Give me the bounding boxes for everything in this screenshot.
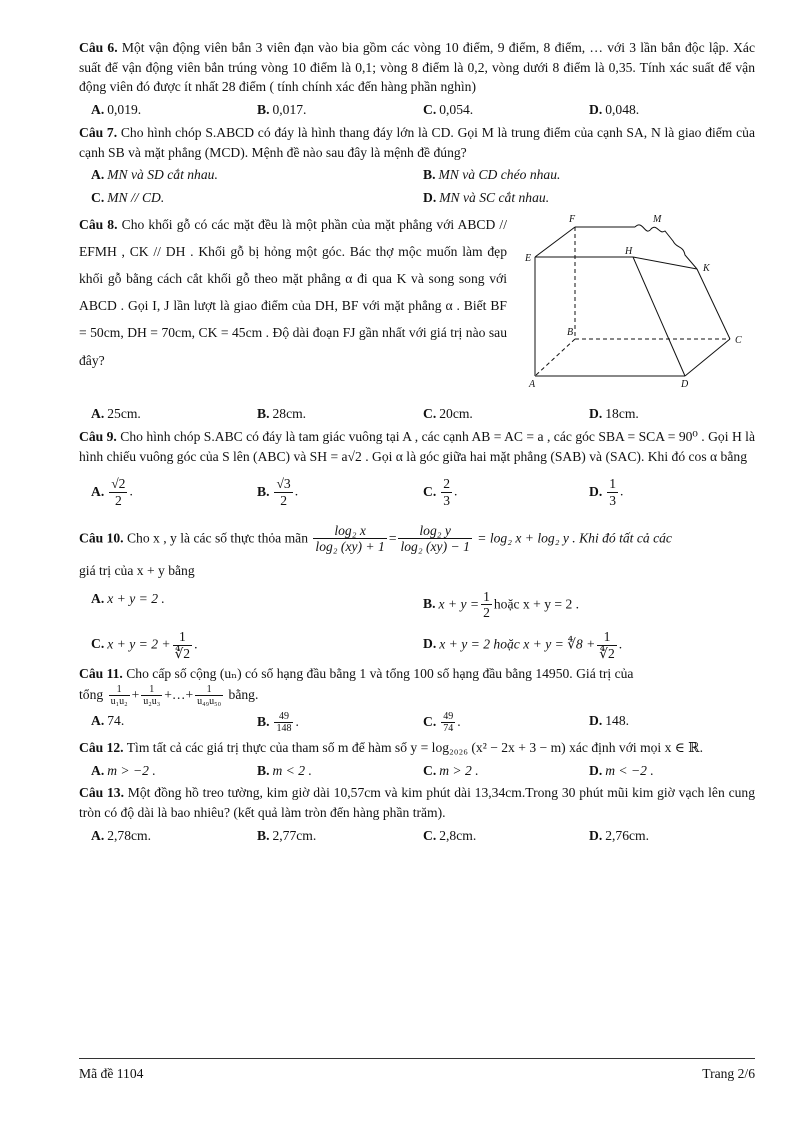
label-f: F xyxy=(569,213,576,225)
question-label: Câu 12. xyxy=(79,739,124,755)
question-13 xyxy=(79,783,755,822)
option-d[interactable]: D. x + y = 2 hoặc x + y = ∜8 + $\frac{1}{∜2}$ . xyxy=(423,628,623,661)
label-c: C xyxy=(735,334,742,346)
option-d[interactable]: D. $\frac{1}{3}$ . xyxy=(589,476,624,509)
question-label: Câu 7. xyxy=(79,124,118,140)
option-a[interactable]: A. $\frac{√2}{2}$ . xyxy=(91,476,133,509)
wood-block-diagram xyxy=(515,211,755,396)
label-d: D xyxy=(681,378,689,390)
page-number: Trang 2/6 xyxy=(702,1066,755,1081)
option-c[interactable]: C. 2,8cm. xyxy=(423,827,477,843)
question-label: Câu 11. xyxy=(79,666,123,682)
question-text: Một vận động viên bắn 3 viên đạn vào bia gồm các vòng 10 điểm, 9 điểm, 8 điểm, … với 3 lần bắn độc lập. Xác suất để vận động viên bắn trúng vòng 10 điểm là 0,1; vòng 8 điểm là 0,2, vòng dưới 8 điểm là 0,35. Tính xác suất để vận động viên đó được ít nhất 28 điểm ( tính chính xác đến hàng phần nghìn) xyxy=(79,40,755,95)
question-11 xyxy=(79,664,755,684)
answer-options xyxy=(91,629,755,661)
question-label: Câu 8. xyxy=(79,216,118,232)
answer-options xyxy=(91,826,755,846)
option-a[interactable]: A. 2,78cm. xyxy=(91,827,152,843)
option-c[interactable]: C. x + y = 2 + $\frac{1}{∜2}$ . xyxy=(91,628,198,661)
label-b: B xyxy=(567,326,574,338)
answer-options xyxy=(91,589,755,621)
page-footer xyxy=(79,1058,755,1084)
option-d[interactable]: D. 0,048. xyxy=(589,102,640,118)
option-d[interactable]: D. 2,76cm. xyxy=(589,827,650,843)
option-b[interactable]: B. 2,77cm. xyxy=(257,827,317,843)
exam-code: Mã đề 1104 xyxy=(79,1066,144,1081)
option-a[interactable]: A. 74. xyxy=(91,712,125,728)
question-8 xyxy=(79,211,755,402)
label-h: H xyxy=(625,245,633,257)
option-d[interactable]: D. m < −2 . xyxy=(589,762,654,778)
question-10: Câu 10. Cho x , y là các số thực thỏa mãn $\frac{\text{log₂ x}}{\text{log₂ (xy) + 1}}$ = $\frac{\text{log₂ y}}{\text{log₂ (xy) − 1}}$ = log₂ x + log₂ y . Khi đó tất cả các xyxy=(79,522,672,555)
question-text: Cho cấp số cộng (uₙ) có số hạng đầu bằng 1 và tổng 100 số hạng đầu bằng 14950. Giá trị của xyxy=(126,666,634,682)
option-a[interactable]: A. 25cm. xyxy=(91,406,141,422)
label-k: K xyxy=(703,262,710,274)
question-9 xyxy=(79,427,755,466)
question-6 xyxy=(79,38,755,97)
option-d[interactable]: D. 18cm. xyxy=(589,406,639,422)
option-c[interactable]: C. 0,054. xyxy=(423,102,474,118)
option-a[interactable]: A. MN và SD cắt nhau. xyxy=(91,167,218,183)
exam-page xyxy=(79,38,755,848)
option-a[interactable]: A. x + y = 2 . xyxy=(91,590,165,606)
question-label: Câu 13. xyxy=(79,785,124,801)
question-7 xyxy=(79,123,755,162)
wood-block-figure xyxy=(515,211,755,402)
label-m: M xyxy=(653,213,662,225)
fraction: $\frac{\text{log₂ x}}{\text{log₂ (xy) + 1}}$ xyxy=(315,522,385,555)
question-text: Một đồng hồ treo tường, kim giờ dài 10,57cm và kim phút dài 13,34cm.Trong 30 phút mũi kim giờ vạch lên cung tròn có độ dài là bao nhiêu? (kết quả làm tròn đến hàng phần trăm). xyxy=(79,785,755,820)
question-text: Cho hình chóp S.ABCD có đáy là hình thang đáy lớn là CD. Gọi M là trung điểm của cạnh SA, N là giao điểm của cạnh SB và mặt phẳng (MCD). Mệnh đề nào sau đây là mệnh đề đúng? xyxy=(79,124,755,160)
answer-options xyxy=(91,761,755,781)
option-b[interactable]: B. x + y = $\frac{1}{2}$ hoặc x + y = 2 . xyxy=(423,588,580,621)
option-b[interactable]: B. $\frac{√3}{2}$ . xyxy=(257,476,299,509)
answer-options xyxy=(91,404,755,424)
option-b[interactable]: B. m < 2 . xyxy=(257,762,312,778)
option-a[interactable]: A. m > −2 . xyxy=(91,762,156,778)
option-b[interactable]: B. 28cm. xyxy=(257,406,307,422)
question-12 xyxy=(79,738,755,758)
option-b[interactable]: B. MN và CD chéo nhau. xyxy=(423,167,561,183)
question-text: Cho hình chóp S.ABC có đáy là tam giác vuông tại A , các cạnh AB = AC = a , các góc SBA = SCA = 90⁰ . Gọi H là hình chiếu vuông góc của S lên (ABC) và SH = a√2 . Gọi α là góc giữa hai mặt phẳng (SAB) và (SAC). Khi đó cos α bằng xyxy=(79,429,755,464)
label-a: A xyxy=(529,378,536,390)
option-b[interactable]: B. $\frac{49}{148}$ . xyxy=(257,710,299,735)
option-c[interactable]: C. $\frac{49}{74}$ . xyxy=(423,710,461,735)
fraction: $\frac{\text{log₂ y}}{\text{log₂ (xy) − 1}}$ xyxy=(400,522,470,555)
answer-options xyxy=(91,711,755,735)
question-text: Tìm tất cả các giá trị thực của tham số m để hàm số y = log₂₀₂₆ (x² − 2x + 3 − m) xác định với mọi x ∈ ℝ. xyxy=(126,739,703,755)
question-label: Câu 6. xyxy=(79,40,118,55)
option-c[interactable]: C. m > 2 . xyxy=(423,762,479,778)
answer-options xyxy=(91,188,755,208)
question-11-sum: tổng $\frac{1}{\text{u₁u₂}}$ + $\frac{1}{\text{u₂u₃}}$ +…+ $\frac{1}{\text{u₄₉u₅₀}}$ bằng. xyxy=(79,683,259,708)
option-b[interactable]: B. 0,017. xyxy=(257,102,307,118)
question-label: Câu 9. xyxy=(79,429,117,445)
option-c[interactable]: C. $\frac{2}{3}$ . xyxy=(423,476,458,509)
question-text: Cho khối gỗ có các mặt đều là một phần của mặt phẳng với ABCD // EFMH , CK // DH . Khối gỗ bị hỏng một góc. Bác thợ mộc muốn làm đẹp khối gỗ bằng cách cắt khối gỗ theo mặt phẳng α đi qua K và song song với ABCD . Gọi I, J lần lượt là giao điểm của DH, BF với mặt phẳng α . Biết BF = 50cm, DH = 70cm, CK = 45cm . Độ dài đoạn FJ gần nhất với giá trị nào sau đây? xyxy=(79,216,507,368)
option-d[interactable]: D. MN và SC cắt nhau. xyxy=(423,189,550,205)
answer-options xyxy=(91,476,755,508)
answer-options xyxy=(91,165,755,185)
question-label: Câu 10. xyxy=(79,529,124,545)
answer-options xyxy=(91,100,755,120)
option-d[interactable]: D. 148. xyxy=(589,712,630,728)
option-c[interactable]: C. MN // CD. xyxy=(91,189,165,205)
label-e: E xyxy=(525,252,532,264)
option-a[interactable]: A. 0,019. xyxy=(91,102,142,118)
option-c[interactable]: C. 20cm. xyxy=(423,406,473,422)
question-10-cont: giá trị của x + y bằng xyxy=(79,562,195,578)
